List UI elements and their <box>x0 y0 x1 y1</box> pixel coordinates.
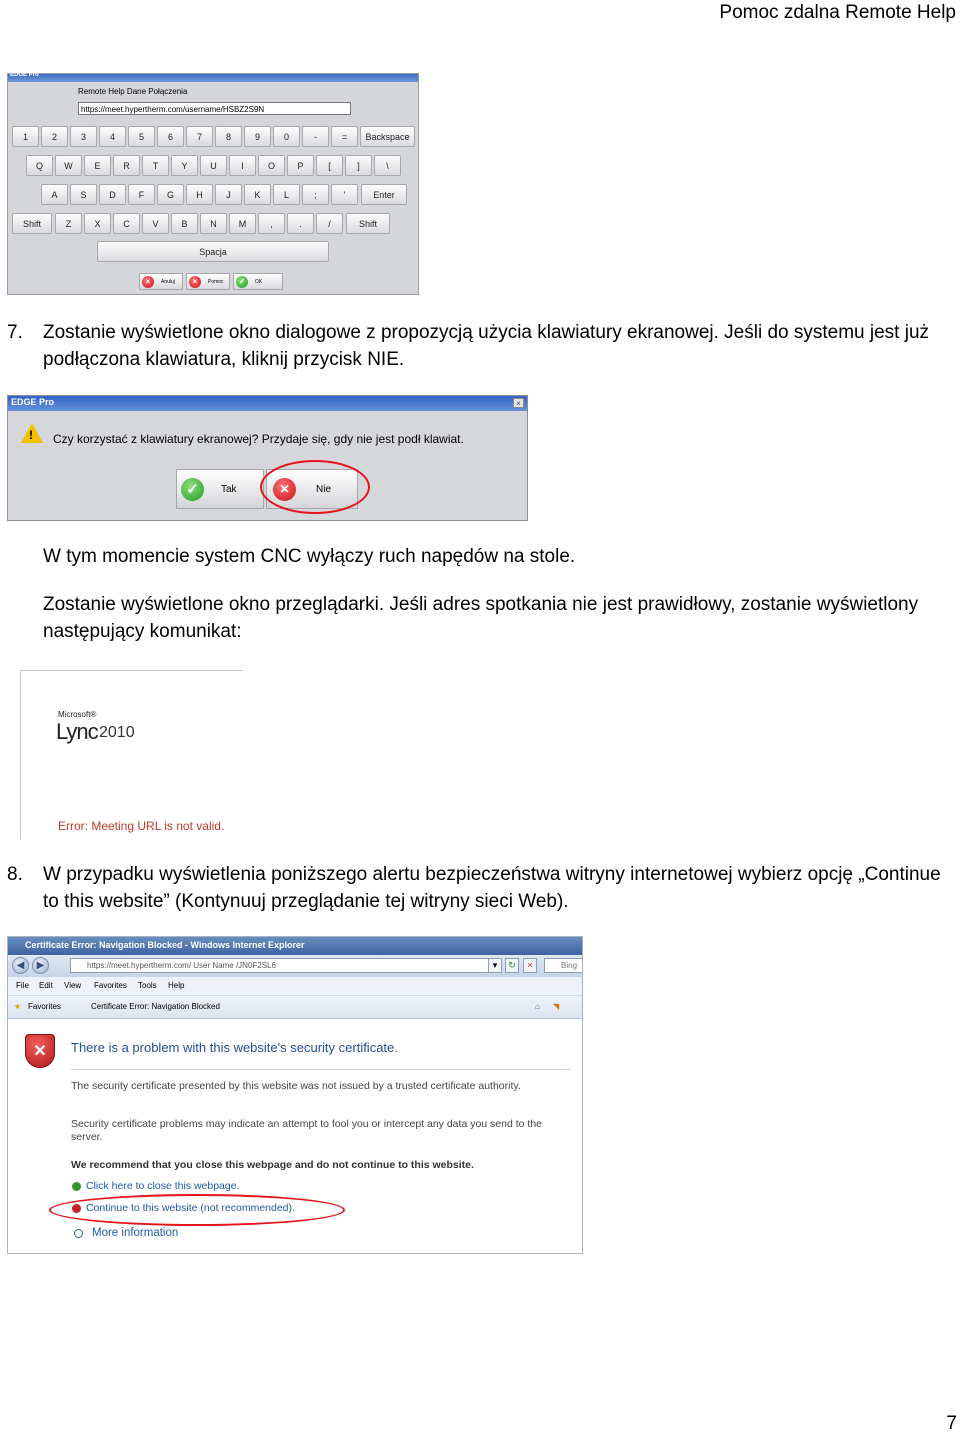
key[interactable]: P <box>287 155 314 176</box>
step-7-text: Zostanie wyświetlone okno dialogowe z propozycją użycia klawiatury ekranowej. Jeśli do systemu jest już podłączona klawiatura, kliknij przycisk NIE. <box>43 322 930 370</box>
key[interactable]: = <box>331 126 358 147</box>
keyboard-cancel-label: Anuluj <box>161 279 175 285</box>
rss-icon[interactable]: ◥ <box>553 1002 560 1011</box>
stop-icon[interactable]: × <box>523 958 537 973</box>
forward-icon[interactable]: ▶ <box>32 957 49 974</box>
dialog-no-label: Nie <box>316 484 332 495</box>
star-icon: ★ <box>14 1002 22 1011</box>
key[interactable]: G <box>157 184 184 205</box>
step-8 <box>7 861 943 915</box>
divider <box>71 1069 571 1070</box>
key[interactable]: [ <box>316 155 343 176</box>
step-7-number: 7. <box>7 322 23 343</box>
key[interactable]: / <box>316 213 343 234</box>
check-icon: ✓ <box>236 276 248 288</box>
keyboard-help-label: Pomoc <box>208 279 224 285</box>
ie-menu-bar <box>8 977 582 996</box>
keyboard-url-field[interactable]: https://meet.hypertherm.com/username/HSBZ2S9N <box>78 102 351 115</box>
lync-error-screenshot <box>20 670 243 839</box>
ie-title-bar <box>8 937 582 955</box>
key[interactable]: 4 <box>99 126 126 147</box>
dialog-close-button[interactable]: × <box>513 398 524 408</box>
key[interactable]: , <box>258 213 285 234</box>
keyboard-help-button[interactable] <box>186 273 230 290</box>
cnc-paragraph: W tym momencie system CNC wyłączy ruch napędów na stole. <box>43 546 576 567</box>
cancel-icon: × <box>142 276 154 288</box>
key[interactable]: W <box>55 155 82 176</box>
key[interactable]: T <box>142 155 169 176</box>
lync-logo: Lync <box>56 719 98 744</box>
page-header: Pomoc zdalna Remote Help <box>719 2 956 23</box>
key[interactable]: A <box>41 184 68 205</box>
space-key[interactable]: Spacja <box>97 241 329 262</box>
chevron-down-icon[interactable]: ▾ <box>488 958 502 973</box>
back-icon[interactable]: ◀ <box>12 957 29 974</box>
keyboard-caption: Remote Help Dane Połączenia <box>78 87 188 96</box>
key[interactable]: X <box>84 213 111 234</box>
key[interactable]: . <box>287 213 314 234</box>
cert-error-paragraph-2: Security certificate problems may indicate an attempt to fool you or intercept any data you send to the server. <box>71 1118 543 1143</box>
step-8-number: 8. <box>7 864 23 885</box>
keyboard-prompt-dialog <box>7 395 528 521</box>
ie-search-input[interactable]: Bing <box>544 958 583 973</box>
home-icon[interactable]: ⌂ <box>535 1002 540 1011</box>
warning-icon-mark: ! <box>29 428 33 442</box>
menu-help[interactable]: Help <box>168 981 185 990</box>
key[interactable]: 3 <box>70 126 97 147</box>
dialog-message: Czy korzystać z klawiatury ekranowej? Przydaje się, gdy nie jest podł klawiat. <box>53 432 464 446</box>
key[interactable]: 0 <box>273 126 300 147</box>
dialog-yes-label: Tak <box>221 484 237 495</box>
dialog-title: EDGE Pro <box>11 397 55 407</box>
key[interactable]: \ <box>374 155 401 176</box>
key[interactable]: C <box>113 213 140 234</box>
page-number: 7 <box>946 1413 957 1434</box>
cert-error-paragraph-1: The security certificate presented by this website was not issued by a trusted certificate authority. <box>71 1080 521 1092</box>
highlight-circle <box>49 1194 345 1226</box>
key[interactable]: R <box>113 155 140 176</box>
key[interactable]: E <box>84 155 111 176</box>
step-7 <box>7 319 943 373</box>
key[interactable]: O <box>258 155 285 176</box>
key[interactable]: ] <box>345 155 372 176</box>
cert-recommendation: We recommend that you close this webpage and do not continue to this website. <box>71 1159 474 1171</box>
key[interactable]: - <box>302 126 329 147</box>
cert-error-heading: There is a problem with this website's security certificate. <box>71 1040 398 1055</box>
menu-tools[interactable]: Tools <box>138 981 157 990</box>
key[interactable]: ' <box>331 184 358 205</box>
key[interactable]: N <box>200 213 227 234</box>
key[interactable]: 8 <box>215 126 242 147</box>
key[interactable]: M <box>229 213 256 234</box>
ie-address-bar <box>8 955 582 977</box>
key[interactable]: 9 <box>244 126 271 147</box>
key[interactable]: 6 <box>157 126 184 147</box>
shift-left-key[interactable]: Shift <box>12 213 52 234</box>
step-8-text: W przypadku wyświetlenia poniższego alertu bezpieczeństwa witryny internetowej wybierz opcję „Continue to this website” (Kontynuuj przeglądanie tej witryny sieci Web). <box>43 864 941 912</box>
onscreen-keyboard-screenshot <box>7 73 419 295</box>
check-icon: ✓ <box>181 478 204 501</box>
dialog-yes-button[interactable] <box>176 469 264 509</box>
ie-window-title: Certificate Error: Navigation Blocked - Windows Internet Explorer <box>25 940 305 950</box>
key[interactable]: V <box>142 213 169 234</box>
key[interactable]: Z <box>55 213 82 234</box>
menu-view[interactable]: View <box>64 981 82 990</box>
dialog-title-bar <box>8 396 527 411</box>
key[interactable]: B <box>171 213 198 234</box>
lync-year: 2010 <box>99 724 135 741</box>
ie-address-input[interactable]: https://meet.hypertherm.com/ User Name /JN0F2SL6 <box>70 958 498 973</box>
key[interactable]: K <box>244 184 271 205</box>
shift-right-key[interactable]: Shift <box>346 213 390 234</box>
key[interactable]: Q <box>26 155 53 176</box>
key[interactable]: I <box>229 155 256 176</box>
continue-website-link[interactable]: Continue to this website (not recommended). <box>86 1202 295 1214</box>
more-information-link[interactable]: More information <box>92 1227 179 1239</box>
check-shield-icon <box>72 1182 81 1191</box>
keyboard-ok-label: OK <box>255 279 263 285</box>
cancel-icon: × <box>273 478 296 501</box>
menu-edit[interactable]: Edit <box>39 981 53 990</box>
enter-key[interactable]: Enter <box>361 184 407 205</box>
keyboard-window-title: EDGE Pro <box>10 72 39 78</box>
chevron-down-circle-icon <box>74 1229 83 1238</box>
key[interactable]: F <box>128 184 155 205</box>
cancel-icon: × <box>189 276 201 288</box>
menu-file[interactable]: File <box>16 981 29 990</box>
key[interactable]: H <box>186 184 213 205</box>
menu-favorites[interactable]: Favorites <box>94 981 127 990</box>
keyboard-ok-button[interactable] <box>233 273 283 290</box>
refresh-icon[interactable]: ↻ <box>505 958 519 973</box>
lync-microsoft-label: Microsoft® <box>58 710 97 719</box>
shield-error-icon: × <box>25 1034 55 1068</box>
ie-favorites-bar <box>8 996 582 1019</box>
key[interactable]: L <box>273 184 300 205</box>
key[interactable]: 2 <box>41 126 68 147</box>
backspace-key[interactable]: Backspace <box>360 126 415 147</box>
favorites-button[interactable]: Favorites <box>28 1002 61 1011</box>
keyboard-title-bar <box>8 74 418 82</box>
highlight-circle <box>260 460 370 514</box>
key[interactable]: ; <box>302 184 329 205</box>
key[interactable]: Y <box>171 155 198 176</box>
keyboard-cancel-button[interactable] <box>139 273 183 290</box>
ie-tab[interactable]: Certificate Error: Navigation Blocked <box>91 1002 220 1011</box>
key[interactable]: U <box>200 155 227 176</box>
lync-error-message: Error: Meeting URL is not valid. <box>58 819 225 833</box>
key[interactable]: 5 <box>128 126 155 147</box>
close-webpage-link[interactable]: Click here to close this webpage. <box>86 1180 240 1192</box>
key[interactable]: J <box>215 184 242 205</box>
key[interactable]: 1 <box>12 126 39 147</box>
key[interactable]: D <box>99 184 126 205</box>
browser-paragraph: Zostanie wyświetlone okno przeglądarki. Jeśli adres spotkania nie jest prawidłowy, zostanie wyświetlony następujący komunikat: <box>43 594 919 642</box>
key[interactable]: S <box>70 184 97 205</box>
key[interactable]: 7 <box>186 126 213 147</box>
